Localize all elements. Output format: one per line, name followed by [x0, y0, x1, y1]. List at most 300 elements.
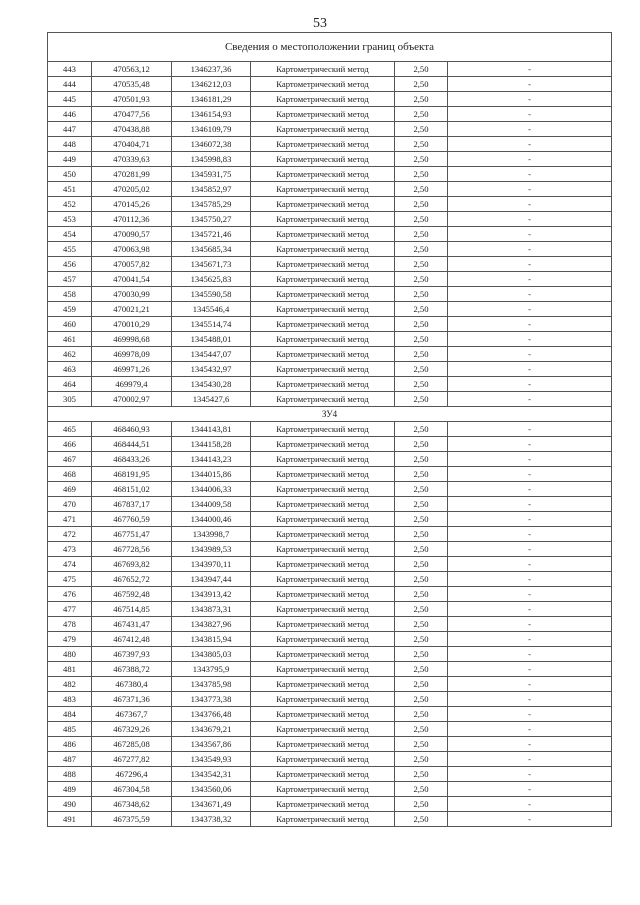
method-cell: Картометрический метод: [251, 137, 395, 152]
point-number-cell: 452: [48, 197, 92, 212]
y-coordinate-cell: 1343913,42: [172, 587, 251, 602]
method-cell: Картометрический метод: [251, 647, 395, 662]
table-row: [48, 347, 612, 362]
table-title-row: [48, 33, 612, 62]
x-coordinate-cell: 467285,08: [92, 737, 172, 752]
accuracy-cell: 2,50: [395, 632, 448, 647]
table-row: [48, 287, 612, 302]
point-number-cell: 447: [48, 122, 92, 137]
y-coordinate-cell: 1345998,83: [172, 152, 251, 167]
description-cell: -: [448, 437, 612, 452]
accuracy-cell: 2,50: [395, 587, 448, 602]
y-coordinate-cell: 1345685,34: [172, 242, 251, 257]
y-coordinate-cell: 1343998,7: [172, 527, 251, 542]
method-cell: Картометрический метод: [251, 572, 395, 587]
method-cell: Картометрический метод: [251, 527, 395, 542]
x-coordinate-cell: 468191,95: [92, 467, 172, 482]
x-coordinate-cell: 470501,93: [92, 92, 172, 107]
method-cell: Картометрический метод: [251, 422, 395, 437]
accuracy-cell: 2,50: [395, 467, 448, 482]
x-coordinate-cell: 469978,09: [92, 347, 172, 362]
accuracy-cell: 2,50: [395, 572, 448, 587]
y-coordinate-cell: 1343947,44: [172, 572, 251, 587]
y-coordinate-cell: 1343785,98: [172, 677, 251, 692]
y-coordinate-cell: 1343815,94: [172, 632, 251, 647]
x-coordinate-cell: 467380,4: [92, 677, 172, 692]
table-row: [48, 482, 612, 497]
accuracy-cell: 2,50: [395, 317, 448, 332]
method-cell: Картометрический метод: [251, 512, 395, 527]
point-number-cell: 488: [48, 767, 92, 782]
description-cell: -: [448, 137, 612, 152]
point-number-cell: 474: [48, 557, 92, 572]
table-row: [48, 107, 612, 122]
method-cell: Картометрический метод: [251, 212, 395, 227]
table-title: Сведения о местоположении границ объекта: [48, 33, 612, 62]
accuracy-cell: 2,50: [395, 782, 448, 797]
boundary-table: [47, 32, 612, 827]
method-cell: Картометрический метод: [251, 182, 395, 197]
accuracy-cell: 2,50: [395, 392, 448, 407]
y-coordinate-cell: 1344143,23: [172, 452, 251, 467]
x-coordinate-cell: 470145,26: [92, 197, 172, 212]
accuracy-cell: 2,50: [395, 422, 448, 437]
x-coordinate-cell: 469979,4: [92, 377, 172, 392]
method-cell: Картометрический метод: [251, 242, 395, 257]
description-cell: -: [448, 497, 612, 512]
table-row: [48, 662, 612, 677]
accuracy-cell: 2,50: [395, 92, 448, 107]
table-row: [48, 317, 612, 332]
method-cell: Картометрический метод: [251, 122, 395, 137]
method-cell: Картометрический метод: [251, 767, 395, 782]
table-row: [48, 122, 612, 137]
y-coordinate-cell: 1344015,86: [172, 467, 251, 482]
table-row: [48, 572, 612, 587]
description-cell: -: [448, 752, 612, 767]
description-cell: -: [448, 167, 612, 182]
point-number-cell: 462: [48, 347, 92, 362]
point-number-cell: 490: [48, 797, 92, 812]
accuracy-cell: 2,50: [395, 362, 448, 377]
x-coordinate-cell: 467592,48: [92, 587, 172, 602]
description-cell: -: [448, 197, 612, 212]
y-coordinate-cell: 1346072,38: [172, 137, 251, 152]
method-cell: Картометрический метод: [251, 677, 395, 692]
accuracy-cell: 2,50: [395, 182, 448, 197]
x-coordinate-cell: 470030,99: [92, 287, 172, 302]
description-cell: -: [448, 62, 612, 77]
method-cell: Картометрический метод: [251, 92, 395, 107]
accuracy-cell: 2,50: [395, 332, 448, 347]
x-coordinate-cell: 468433,26: [92, 452, 172, 467]
x-coordinate-cell: 467412,48: [92, 632, 172, 647]
point-number-cell: 463: [48, 362, 92, 377]
table-row: [48, 167, 612, 182]
description-cell: -: [448, 422, 612, 437]
table-row: [48, 77, 612, 92]
point-number-cell: 481: [48, 662, 92, 677]
table-row: [48, 557, 612, 572]
x-coordinate-cell: 470057,82: [92, 257, 172, 272]
method-cell: Картометрический метод: [251, 587, 395, 602]
description-cell: -: [448, 737, 612, 752]
point-number-cell: 475: [48, 572, 92, 587]
description-cell: -: [448, 797, 612, 812]
description-cell: -: [448, 707, 612, 722]
description-cell: -: [448, 482, 612, 497]
table-row: [48, 92, 612, 107]
method-cell: Картометрический метод: [251, 797, 395, 812]
table-row: [48, 332, 612, 347]
method-cell: Картометрический метод: [251, 752, 395, 767]
point-number-cell: 484: [48, 707, 92, 722]
description-cell: -: [448, 527, 612, 542]
method-cell: Картометрический метод: [251, 782, 395, 797]
point-number-cell: 466: [48, 437, 92, 452]
x-coordinate-cell: 468444,51: [92, 437, 172, 452]
table-row: [48, 512, 612, 527]
table-row: [48, 242, 612, 257]
accuracy-cell: 2,50: [395, 107, 448, 122]
x-coordinate-cell: 467296,4: [92, 767, 172, 782]
y-coordinate-cell: 1345447,07: [172, 347, 251, 362]
table-row: [48, 152, 612, 167]
method-cell: Картометрический метод: [251, 287, 395, 302]
y-coordinate-cell: 1346181,29: [172, 92, 251, 107]
point-number-cell: 305: [48, 392, 92, 407]
y-coordinate-cell: 1343970,11: [172, 557, 251, 572]
description-cell: -: [448, 77, 612, 92]
point-number-cell: 448: [48, 137, 92, 152]
table-row: [48, 632, 612, 647]
accuracy-cell: 2,50: [395, 707, 448, 722]
table-row: [48, 647, 612, 662]
page-number: 53: [313, 16, 327, 31]
point-number-cell: 449: [48, 152, 92, 167]
x-coordinate-cell: 467728,56: [92, 542, 172, 557]
point-number-cell: 459: [48, 302, 92, 317]
description-cell: -: [448, 122, 612, 137]
method-cell: Картометрический метод: [251, 497, 395, 512]
description-cell: -: [448, 452, 612, 467]
accuracy-cell: 2,50: [395, 197, 448, 212]
point-number-cell: 483: [48, 692, 92, 707]
method-cell: Картометрический метод: [251, 662, 395, 677]
point-number-cell: 468: [48, 467, 92, 482]
point-number-cell: 486: [48, 737, 92, 752]
point-number-cell: 444: [48, 77, 92, 92]
point-number-cell: 472: [48, 527, 92, 542]
table-row: [48, 392, 612, 407]
x-coordinate-cell: 470339,63: [92, 152, 172, 167]
accuracy-cell: 2,50: [395, 497, 448, 512]
x-coordinate-cell: 467431,47: [92, 617, 172, 632]
method-cell: Картометрический метод: [251, 452, 395, 467]
table-row: [48, 617, 612, 632]
description-cell: -: [448, 467, 612, 482]
table-row: [48, 587, 612, 602]
y-coordinate-cell: 1345432,97: [172, 362, 251, 377]
x-coordinate-cell: 470404,71: [92, 137, 172, 152]
y-coordinate-cell: 1344143,81: [172, 422, 251, 437]
table-row: [48, 737, 612, 752]
accuracy-cell: 2,50: [395, 602, 448, 617]
x-coordinate-cell: 470281,99: [92, 167, 172, 182]
x-coordinate-cell: 470002,97: [92, 392, 172, 407]
y-coordinate-cell: 1344006,33: [172, 482, 251, 497]
x-coordinate-cell: 467514,85: [92, 602, 172, 617]
x-coordinate-cell: 470563,12: [92, 62, 172, 77]
description-cell: -: [448, 92, 612, 107]
description-cell: -: [448, 362, 612, 377]
y-coordinate-cell: 1345785,29: [172, 197, 251, 212]
table-row: [48, 497, 612, 512]
accuracy-cell: 2,50: [395, 272, 448, 287]
table-row: [48, 527, 612, 542]
y-coordinate-cell: 1345852,97: [172, 182, 251, 197]
y-coordinate-cell: 1345750,27: [172, 212, 251, 227]
point-number-cell: 458: [48, 287, 92, 302]
point-number-cell: 454: [48, 227, 92, 242]
description-cell: -: [448, 287, 612, 302]
section-label: ЗУ4: [48, 407, 612, 422]
x-coordinate-cell: 470477,56: [92, 107, 172, 122]
y-coordinate-cell: 1345546,4: [172, 302, 251, 317]
accuracy-cell: 2,50: [395, 617, 448, 632]
method-cell: Картометрический метод: [251, 227, 395, 242]
table-row: [48, 362, 612, 377]
table-row: [48, 227, 612, 242]
accuracy-cell: 2,50: [395, 767, 448, 782]
y-coordinate-cell: 1343805,03: [172, 647, 251, 662]
description-cell: -: [448, 572, 612, 587]
description-cell: -: [448, 347, 612, 362]
y-coordinate-cell: 1345931,75: [172, 167, 251, 182]
x-coordinate-cell: 467652,72: [92, 572, 172, 587]
x-coordinate-cell: 470205,02: [92, 182, 172, 197]
description-cell: -: [448, 107, 612, 122]
x-coordinate-cell: 467375,59: [92, 812, 172, 827]
section-row: [48, 407, 612, 422]
accuracy-cell: 2,50: [395, 677, 448, 692]
x-coordinate-cell: 468460,93: [92, 422, 172, 437]
y-coordinate-cell: 1346212,03: [172, 77, 251, 92]
accuracy-cell: 2,50: [395, 647, 448, 662]
y-coordinate-cell: 1343827,96: [172, 617, 251, 632]
description-cell: -: [448, 227, 612, 242]
x-coordinate-cell: 470438,88: [92, 122, 172, 137]
method-cell: Картометрический метод: [251, 347, 395, 362]
x-coordinate-cell: 470535,48: [92, 77, 172, 92]
description-cell: -: [448, 272, 612, 287]
x-coordinate-cell: 467348,62: [92, 797, 172, 812]
description-cell: -: [448, 557, 612, 572]
table-row: [48, 542, 612, 557]
table-row: [48, 437, 612, 452]
y-coordinate-cell: 1344009,58: [172, 497, 251, 512]
point-number-cell: 469: [48, 482, 92, 497]
accuracy-cell: 2,50: [395, 227, 448, 242]
accuracy-cell: 2,50: [395, 512, 448, 527]
method-cell: Картометрический метод: [251, 152, 395, 167]
y-coordinate-cell: 1345625,83: [172, 272, 251, 287]
description-cell: -: [448, 317, 612, 332]
table-row: [48, 602, 612, 617]
accuracy-cell: 2,50: [395, 287, 448, 302]
y-coordinate-cell: 1343766,48: [172, 707, 251, 722]
x-coordinate-cell: 470041,54: [92, 272, 172, 287]
x-coordinate-cell: 470010,29: [92, 317, 172, 332]
x-coordinate-cell: 467388,72: [92, 662, 172, 677]
point-number-cell: 451: [48, 182, 92, 197]
method-cell: Картометрический метод: [251, 632, 395, 647]
y-coordinate-cell: 1345671,73: [172, 257, 251, 272]
point-number-cell: 478: [48, 617, 92, 632]
description-cell: -: [448, 722, 612, 737]
description-cell: -: [448, 302, 612, 317]
description-cell: -: [448, 392, 612, 407]
y-coordinate-cell: 1343795,9: [172, 662, 251, 677]
description-cell: -: [448, 602, 612, 617]
table-row: [48, 767, 612, 782]
accuracy-cell: 2,50: [395, 752, 448, 767]
description-cell: -: [448, 782, 612, 797]
accuracy-cell: 2,50: [395, 452, 448, 467]
method-cell: Картометрический метод: [251, 722, 395, 737]
accuracy-cell: 2,50: [395, 167, 448, 182]
x-coordinate-cell: 470021,21: [92, 302, 172, 317]
point-number-cell: 485: [48, 722, 92, 737]
x-coordinate-cell: 467367,7: [92, 707, 172, 722]
method-cell: Картометрический метод: [251, 617, 395, 632]
point-number-cell: 455: [48, 242, 92, 257]
point-number-cell: 461: [48, 332, 92, 347]
description-cell: -: [448, 542, 612, 557]
point-number-cell: 471: [48, 512, 92, 527]
accuracy-cell: 2,50: [395, 527, 448, 542]
method-cell: Картометрический метод: [251, 557, 395, 572]
x-coordinate-cell: 467751,47: [92, 527, 172, 542]
accuracy-cell: 2,50: [395, 797, 448, 812]
description-cell: -: [448, 257, 612, 272]
point-number-cell: 470: [48, 497, 92, 512]
y-coordinate-cell: 1343989,53: [172, 542, 251, 557]
description-cell: -: [448, 677, 612, 692]
table-row: [48, 62, 612, 77]
method-cell: Картометрический метод: [251, 692, 395, 707]
point-number-cell: 453: [48, 212, 92, 227]
x-coordinate-cell: 469971,26: [92, 362, 172, 377]
method-cell: Картометрический метод: [251, 77, 395, 92]
x-coordinate-cell: 470112,36: [92, 212, 172, 227]
method-cell: Картометрический метод: [251, 392, 395, 407]
y-coordinate-cell: 1343542,31: [172, 767, 251, 782]
description-cell: -: [448, 332, 612, 347]
y-coordinate-cell: 1344000,46: [172, 512, 251, 527]
accuracy-cell: 2,50: [395, 212, 448, 227]
description-cell: -: [448, 647, 612, 662]
accuracy-cell: 2,50: [395, 257, 448, 272]
point-number-cell: 473: [48, 542, 92, 557]
description-cell: -: [448, 512, 612, 527]
method-cell: Картометрический метод: [251, 542, 395, 557]
method-cell: Картометрический метод: [251, 467, 395, 482]
accuracy-cell: 2,50: [395, 377, 448, 392]
x-coordinate-cell: 467837,17: [92, 497, 172, 512]
y-coordinate-cell: 1345590,58: [172, 287, 251, 302]
method-cell: Картометрический метод: [251, 332, 395, 347]
accuracy-cell: 2,50: [395, 347, 448, 362]
x-coordinate-cell: 470063,98: [92, 242, 172, 257]
point-number-cell: 480: [48, 647, 92, 662]
x-coordinate-cell: 467760,59: [92, 512, 172, 527]
y-coordinate-cell: 1343567,86: [172, 737, 251, 752]
table-row: [48, 212, 612, 227]
description-cell: -: [448, 662, 612, 677]
x-coordinate-cell: 467693,82: [92, 557, 172, 572]
table-row: [48, 137, 612, 152]
table-row: [48, 302, 612, 317]
method-cell: Картометрический метод: [251, 482, 395, 497]
description-cell: -: [448, 242, 612, 257]
accuracy-cell: 2,50: [395, 437, 448, 452]
description-cell: -: [448, 182, 612, 197]
method-cell: Картометрический метод: [251, 602, 395, 617]
method-cell: Картометрический метод: [251, 167, 395, 182]
x-coordinate-cell: 467304,58: [92, 782, 172, 797]
accuracy-cell: 2,50: [395, 152, 448, 167]
y-coordinate-cell: 1343560,06: [172, 782, 251, 797]
method-cell: Картометрический метод: [251, 107, 395, 122]
x-coordinate-cell: 470090,57: [92, 227, 172, 242]
method-cell: Картометрический метод: [251, 362, 395, 377]
table-row: [48, 752, 612, 767]
y-coordinate-cell: 1346237,36: [172, 62, 251, 77]
point-number-cell: 446: [48, 107, 92, 122]
point-number-cell: 464: [48, 377, 92, 392]
point-number-cell: 479: [48, 632, 92, 647]
method-cell: Картометрический метод: [251, 197, 395, 212]
method-cell: Картометрический метод: [251, 317, 395, 332]
description-cell: -: [448, 587, 612, 602]
accuracy-cell: 2,50: [395, 557, 448, 572]
y-coordinate-cell: 1343873,31: [172, 602, 251, 617]
point-number-cell: 450: [48, 167, 92, 182]
y-coordinate-cell: 1345721,46: [172, 227, 251, 242]
point-number-cell: 476: [48, 587, 92, 602]
x-coordinate-cell: 467329,26: [92, 722, 172, 737]
accuracy-cell: 2,50: [395, 722, 448, 737]
accuracy-cell: 2,50: [395, 662, 448, 677]
table-row: [48, 692, 612, 707]
accuracy-cell: 2,50: [395, 242, 448, 257]
description-cell: -: [448, 212, 612, 227]
method-cell: Картометрический метод: [251, 437, 395, 452]
method-cell: Картометрический метод: [251, 62, 395, 77]
accuracy-cell: 2,50: [395, 122, 448, 137]
y-coordinate-cell: 1345488,01: [172, 332, 251, 347]
method-cell: Картометрический метод: [251, 737, 395, 752]
table-row: [48, 467, 612, 482]
method-cell: Картометрический метод: [251, 707, 395, 722]
accuracy-cell: 2,50: [395, 542, 448, 557]
y-coordinate-cell: 1343549,93: [172, 752, 251, 767]
method-cell: Картометрический метод: [251, 377, 395, 392]
table-row: [48, 812, 612, 827]
point-number-cell: 457: [48, 272, 92, 287]
table-row: [48, 797, 612, 812]
